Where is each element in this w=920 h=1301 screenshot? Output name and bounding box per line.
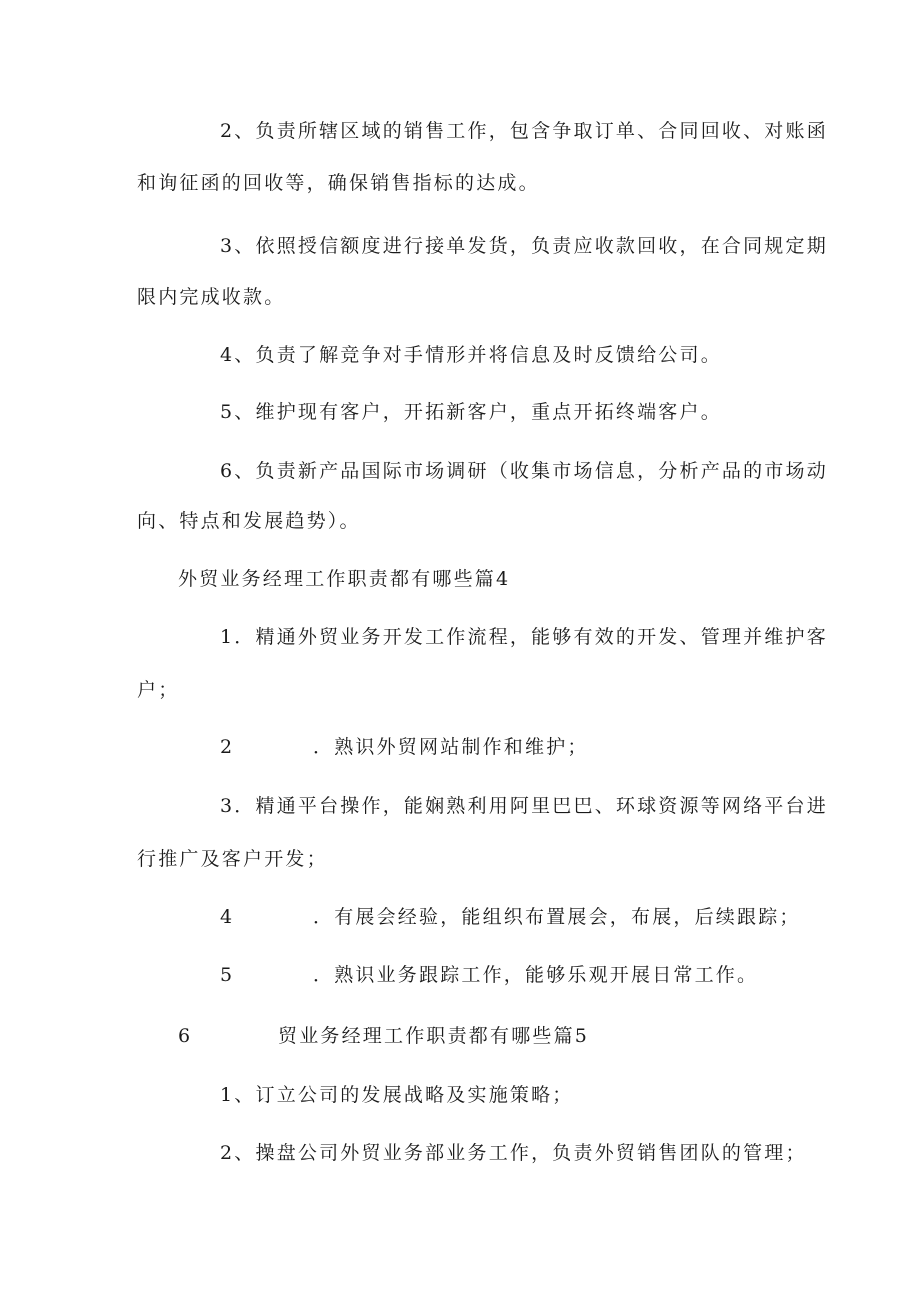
section-5-item-1: 1、订立公司的发展战略及实施策略；	[220, 1084, 574, 1106]
section-4-item-5-number: 5	[220, 964, 235, 986]
section-4-item-4-text: ．有展会经验，能组织布置展会，布展，后续跟踪；	[313, 906, 801, 928]
paragraph-3-line-1: 3、依照授信额度进行接单发货，负责应收款回收，在合同规定期	[220, 235, 828, 257]
paragraph-6-line-2: 向、特点和发展趋势）。	[137, 510, 361, 532]
paragraph-2-line-1: 2、负责所辖区域的销售工作，包含争取订单、合同回收、对账函	[220, 120, 828, 142]
section-4-item-5-text: ．熟识业务跟踪工作，能够乐观开展日常工作。	[313, 964, 759, 986]
section-5-item-2: 2、操盘公司外贸业务部业务工作，负责外贸销售团队的管理；	[220, 1142, 807, 1164]
section-4-item-3-line-1: 3．精通平台操作，能娴熟利用阿里巴巴、环球资源等网络平台进	[220, 795, 828, 817]
section-heading-5-text: 贸业务经理工作职责都有哪些篇5	[278, 1025, 590, 1047]
section-heading-5-number: 6	[178, 1025, 193, 1047]
section-4-item-3-line-2: 行推广及客户开发；	[137, 848, 328, 870]
paragraph-2-line-2: 和询征函的回收等，确保销售指标的达成。	[137, 172, 540, 194]
paragraph-3-line-2: 限内完成收款。	[137, 286, 286, 308]
paragraph-4-line-1: 4、负责了解竞争对手情形并将信息及时反馈给公司。	[220, 344, 722, 366]
section-4-item-1-line-1: 1．精通外贸业务开发工作流程，能够有效的开发、管理并维护客	[220, 626, 828, 648]
section-heading-4: 外贸业务经理工作职责都有哪些篇4	[178, 568, 511, 590]
section-4-item-2-text: ．熟识外贸网站制作和维护；	[313, 736, 589, 758]
paragraph-6-line-1: 6、负责新产品国际市场调研（收集市场信息，分析产品的市场动	[220, 460, 828, 482]
section-4-item-4-number: 4	[220, 906, 235, 928]
section-4-item-2-number: 2	[220, 736, 235, 758]
paragraph-5-line-1: 5、维护现有客户，开拓新客户，重点开拓终端客户。	[220, 401, 722, 423]
section-4-item-1-line-2: 户；	[137, 679, 180, 701]
